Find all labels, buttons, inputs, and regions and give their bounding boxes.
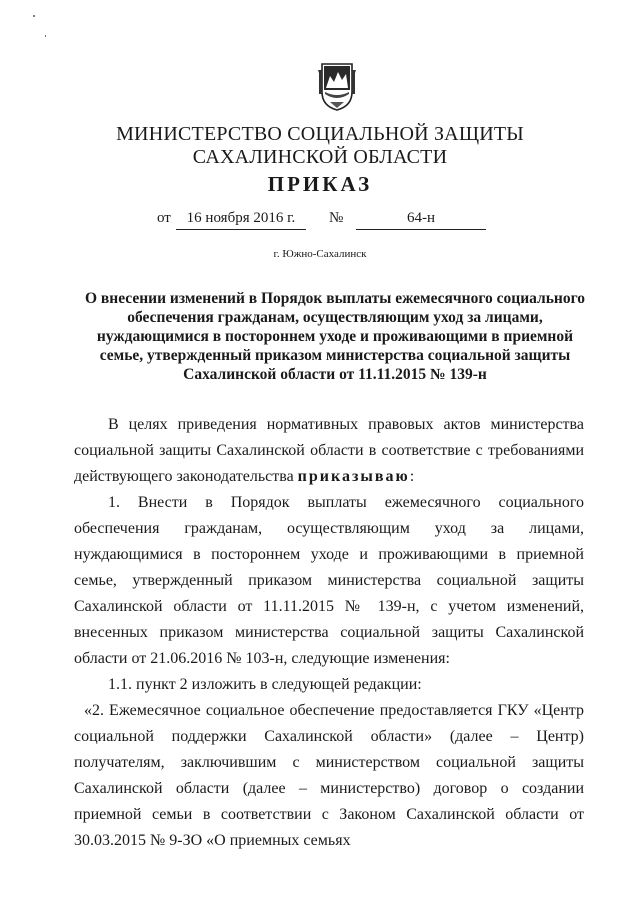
quoted-item-2-paragraph: «2. Ежемесячное социальное обеспечение предоставляется ГКУ «Центр социальной поддержки Сахалинской области» (далее – Центр) получателям, заключившим с министерством социальной защиты Сахалинской области (далее – министерство) договор о создании приемной семьи в соответствии с Законом Сахалинской области от 30.03.2015 № 9-ЗО «О приемных семьях bbox=[74, 702, 584, 849]
subject-line: О внесении изменений в Порядок выплаты ежемесячного социального bbox=[84, 290, 585, 307]
order-number: 64-н bbox=[356, 210, 486, 230]
preamble-text: В целях приведения нормативных правовых актов министерства социальной защиты Сахалинской области в соответствие с требованиями действующего законодательства bbox=[74, 416, 584, 485]
order-subject bbox=[70, 289, 600, 384]
document-body bbox=[74, 412, 584, 854]
ministry-name-line1: МИНИСТЕРСТВО СОЦИАЛЬНОЙ ЗАЩИТЫ bbox=[116, 123, 524, 145]
scan-speck bbox=[45, 35, 46, 37]
subject-line: нуждающимися в постороннем уходе и проживающими в приемной bbox=[96, 328, 574, 345]
scan-speck bbox=[33, 15, 35, 17]
item-1-paragraph: 1. Внести в Порядок выплаты ежемесячного социального обеспечения гражданам, осуществляющим уход за лицами, нуждающимися в постороннем уходе и проживающими в приемной семье, утвержденный приказом министерства социальной защиты Сахалинской области от 11.11.2015 № 139-н, с учетом изменений, внесенных приказом министерства социальной защиты Сахалинской области от 21.06.2016 № 103-н, следующие изменения: bbox=[74, 494, 584, 667]
order-word: приказываю bbox=[297, 468, 410, 485]
preamble-paragraph bbox=[74, 412, 584, 490]
date-prefix: от bbox=[157, 210, 171, 226]
number-prefix: № bbox=[329, 210, 344, 226]
city: г. Южно-Сахалинск bbox=[273, 248, 367, 260]
coat-of-arms-emblem bbox=[316, 62, 358, 112]
ministry-name-line2: САХАЛИНСКОЙ ОБЛАСТИ bbox=[192, 146, 448, 168]
order-date: 16 ноября 2016 г. bbox=[176, 210, 306, 230]
order-title: ПРИКАЗ bbox=[267, 172, 373, 196]
item-1-1-paragraph: 1.1. пункт 2 изложить в следующей редакции: bbox=[108, 676, 422, 693]
order-colon: : bbox=[409, 468, 415, 485]
subject-line: семье, утвержденный приказом министерства социальной защиты bbox=[99, 347, 571, 364]
subject-line: обеспечения гражданам, осуществляющим уход за лицами, bbox=[127, 309, 543, 326]
subject-line: Сахалинской области от 11.11.2015 № 139-н bbox=[183, 366, 487, 383]
